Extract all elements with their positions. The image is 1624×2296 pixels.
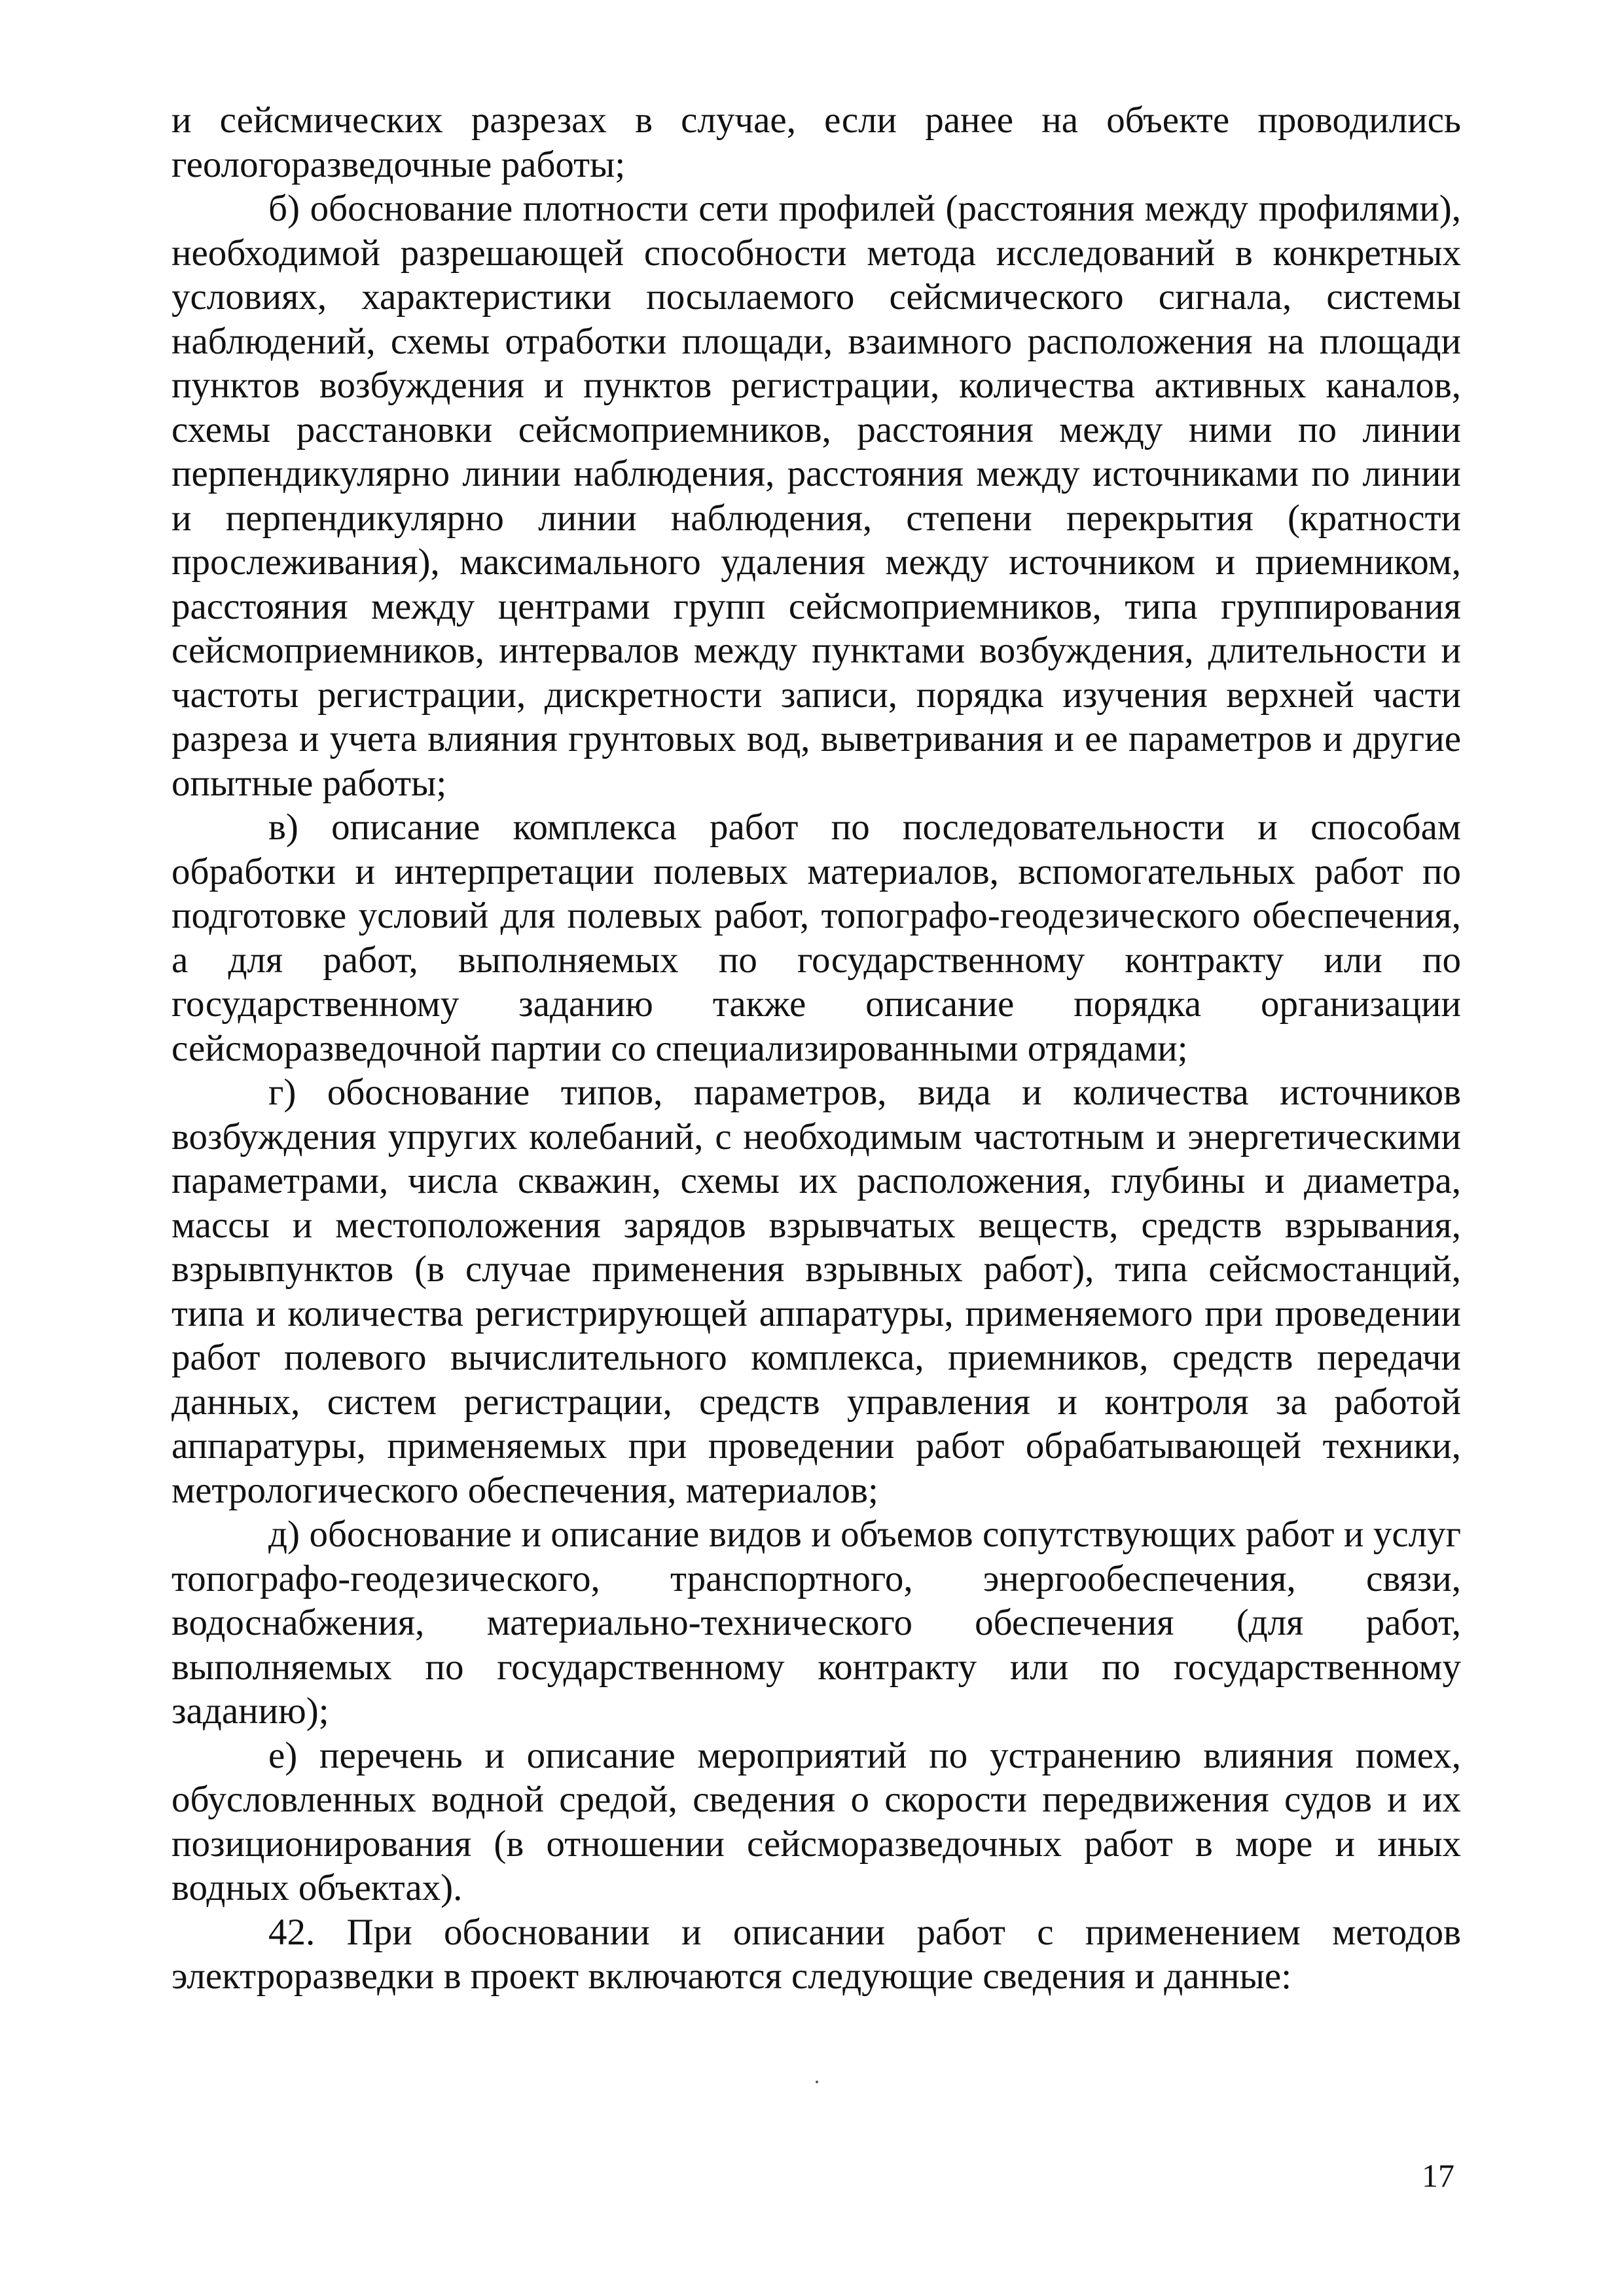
paragraph-continuation: и сейсмических разрезах в случае, если ранее на объекте проводились геологоразведочные работы; <box>171 100 1461 185</box>
paragraph-b: б) обоснование плотности сети профилей (расстояния между профилями), необходимой разрешающей способности метода исследований в конкретных условиях, характеристики посылаемого сейсмического сигнала, системы наблюдений, схемы отработки площади, взаимного расположения на площади пунктов возбуждения и пунктов регистрации, количества активных каналов, схемы расстановки сейсмоприемников, расстояния между ними по линии перпендикулярно линии наблюдения, расстояния между источниками по линии и перпендикулярно линии наблюдения, степени перекрытия (кратности прослеживания), максимального удаления между источником и приемником, расстояния между центрами групп сейсмоприемников, типа группирования сейсмоприемников, интервалов между пунктами возбуждения, длительности и частоты регистрации, дискретности записи, порядка изучения верхней части разреза и учета влияния грунтовых вод, выветривания и ее параметров и другие опытные работы; <box>171 188 1461 804</box>
paragraph-e: е) перечень и описание мероприятий по устранению влияния помех, обусловленных водной средой, сведения о скорости передвижения судов и их позиционирования (в отношении сейсморазведочных работ в море и иных водных объектах). <box>171 1734 1461 1908</box>
paragraph-42: 42. При обосновании и описании работ с применением методов электроразведки в проект включаются следующие сведения и данные: <box>171 1911 1461 1997</box>
paragraph-v: в) описание комплекса работ по последовательности и способам обработки и интерпретации полевых материалов, вспомогательных работ по подготовке условий для полевых работ, топографо-геодезического обеспечения, а для работ, выполняемых по государственному контракту или по государственному заданию также описание порядка организации сейсморазведочной партии со специализированными отрядами; <box>171 807 1461 1069</box>
scan-speck <box>816 2081 818 2083</box>
page-number: 17 <box>1422 2157 1454 2194</box>
paragraph-g: г) обоснование типов, параметров, вида и количества источников возбуждения упругих колебаний, с необходимым частотным и энергетическими параметрами, числа скважин, схемы их расположения, глубины и диаметра, массы и местоположения зарядов взрывчатых веществ, средств взрывания, взрывпунктов (в случае применения взрывных работ), типа сейсмостанций, типа и количества регистрирующей аппаратуры, применяемого при проведении работ полевого вычислительного комплекса, приемников, средств передачи данных, систем регистрации, средств управления и контроля за работой аппаратуры, применяемых при проведении работ обрабатывающей техники, метрологического обеспечения, материалов; <box>171 1072 1461 1511</box>
paragraph-d: д) обоснование и описание видов и объемов сопутствующих работ и услуг топографо-геодезического, транспортного, энергообеспечения, связи, водоснабжения, материально-технического обеспечения (для работ, выполняемых по государственному контракту или по государственному заданию); <box>171 1514 1461 1732</box>
document-body <box>171 98 1461 1999</box>
